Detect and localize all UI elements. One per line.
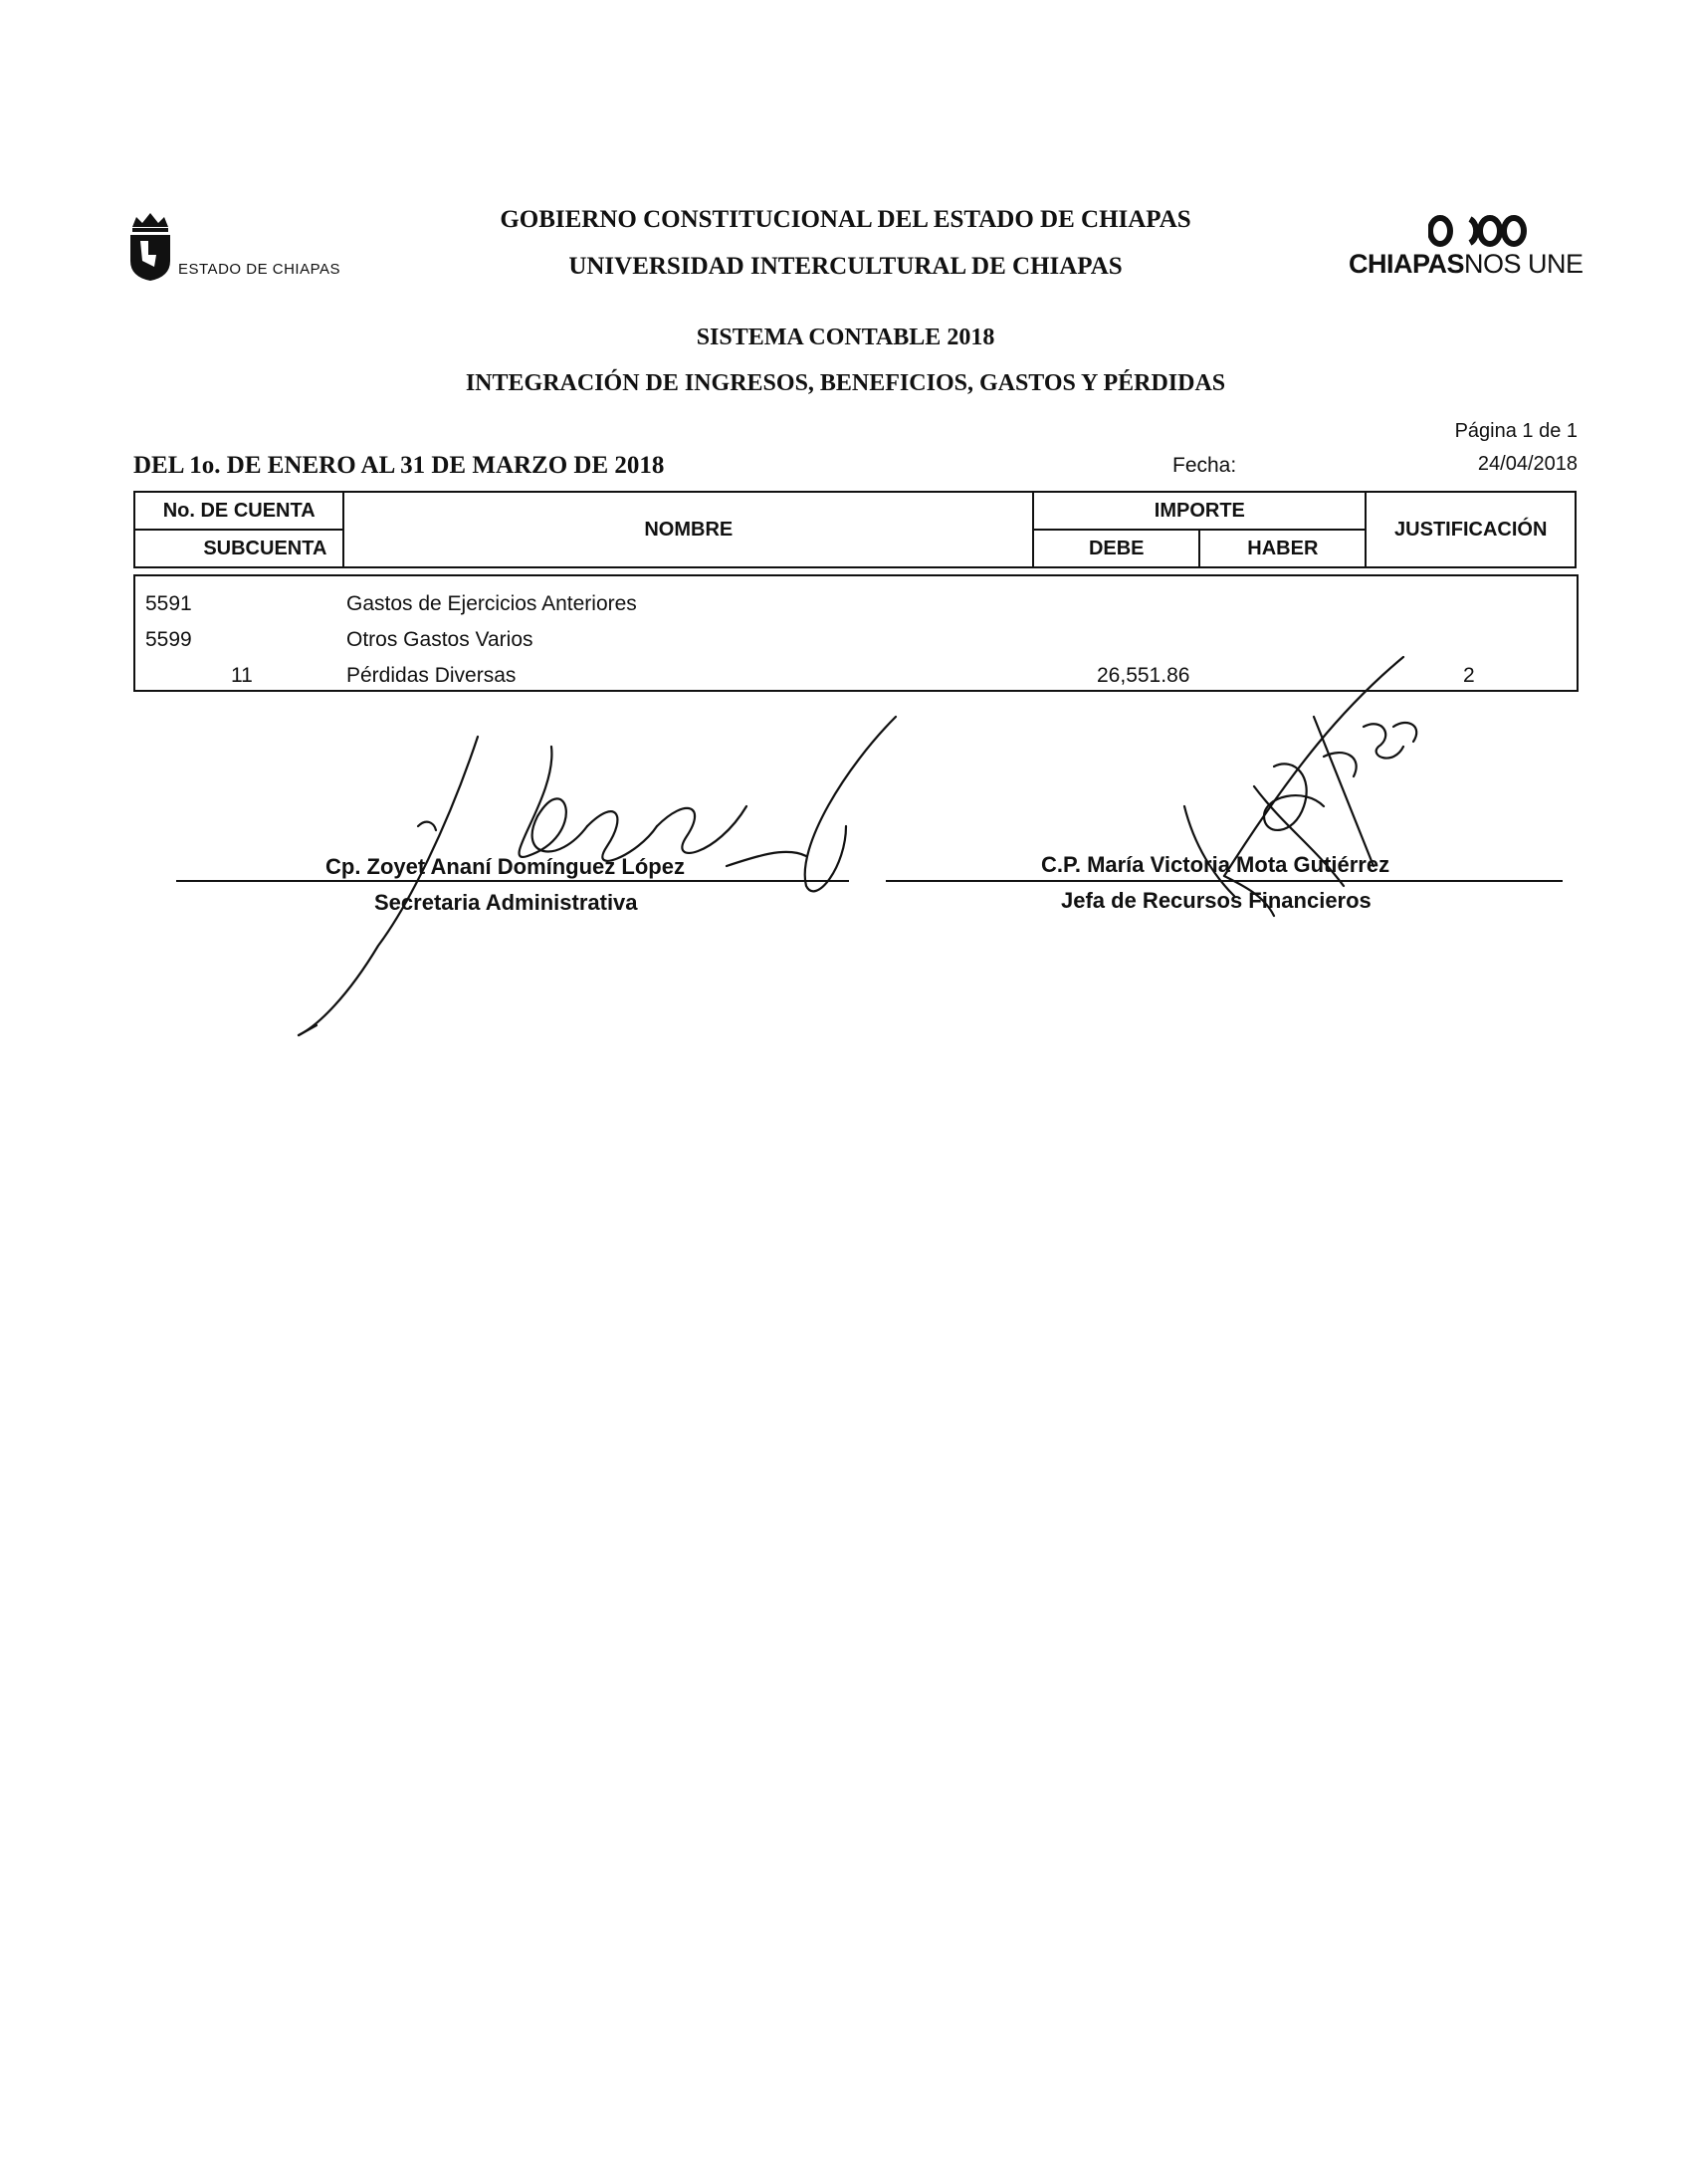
col-haber: HABER: [1199, 530, 1366, 567]
col-debe: DEBE: [1033, 530, 1199, 567]
table-header: [133, 491, 1577, 568]
signer-left-name: Cp. Zoyet Ananí Domínguez López: [325, 854, 685, 879]
fecha-label: Fecha:: [1172, 454, 1237, 477]
cell-cuenta: 5591: [145, 592, 192, 615]
header-government: GOBIERNO CONSTITUCIONAL DEL ESTADO DE CHIAPAS: [500, 206, 1191, 233]
col-cuenta: No. DE CUENTA: [134, 492, 343, 530]
table-row: [135, 588, 1577, 622]
signer-right-title: Jefa de Recursos Financieros: [1061, 888, 1372, 913]
cell-cuenta: 5599: [145, 628, 192, 651]
fecha-value: 24/04/2018: [1477, 453, 1578, 475]
cell-nombre: Gastos de Ejercicios Anteriores: [346, 592, 637, 615]
header-system: SISTEMA CONTABLE 2018: [696, 325, 995, 350]
cell-debe: 26,551.86: [1097, 664, 1190, 687]
report-title: INTEGRACIÓN DE INGRESOS, BENEFICIOS, GASTOS Y PÉRDIDAS: [465, 370, 1226, 396]
signer-left-title: Secretaria Administrativa: [374, 890, 638, 915]
logo-left-text: ESTADO DE CHIAPAS: [178, 261, 340, 278]
signature-left: [289, 707, 926, 1045]
cell-nombre: Pérdidas Diversas: [346, 664, 517, 687]
signer-right-name: C.P. María Victoria Mota Gutiérrez: [1041, 852, 1390, 877]
signature-right: [1164, 647, 1463, 946]
report-period: DEL 1o. DE ENERO AL 31 DE MARZO DE 2018: [133, 452, 665, 479]
col-importe: IMPORTE: [1033, 492, 1366, 530]
cell-justificacion: 2: [1463, 664, 1475, 687]
col-subcuenta: SUBCUENTA: [134, 530, 343, 567]
logo-right-light: NOS UNE: [1464, 249, 1584, 279]
cell-nombre: Otros Gastos Varios: [346, 628, 533, 651]
col-nombre: NOMBRE: [343, 492, 1033, 567]
logo-right-bold: CHIAPAS: [1349, 249, 1465, 279]
cell-subcuenta: 11: [231, 664, 253, 687]
col-justificacion: JUSTIFICACIÓN: [1366, 492, 1576, 567]
header-university: UNIVERSIDAD INTERCULTURAL DE CHIAPAS: [568, 253, 1123, 280]
page-number: Página 1 de 1: [1454, 420, 1578, 442]
